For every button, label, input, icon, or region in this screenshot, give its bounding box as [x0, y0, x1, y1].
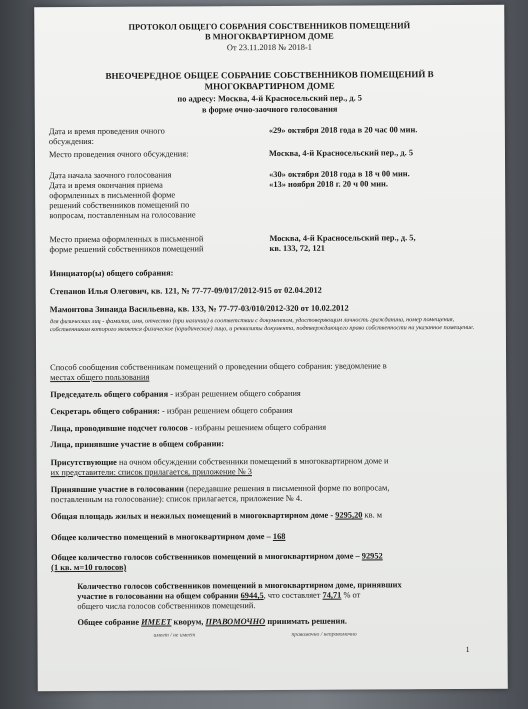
area-value: 9295,20: [335, 510, 363, 520]
info-label-inperson-date: Дата и время проведения очного: [48, 126, 165, 137]
validity-hint: правомочно / неправомочно: [291, 631, 357, 638]
protocol-date-number: От 23.11.2018 № 2018-1: [226, 42, 312, 53]
voted-line-cont: поставленным на голосование): список прилагается, приложение № 4.: [50, 493, 303, 505]
info-label-voting-end: Дата и время окончания приема: [49, 180, 163, 191]
votes-value: 92952: [361, 551, 383, 561]
counters-label: Лица, проводившие подсчет голосов: [50, 423, 188, 434]
participation-mid: , что составляет: [263, 590, 323, 601]
participation-end: % от: [341, 590, 361, 600]
final-quorum: ИМЕЕТ: [141, 617, 172, 627]
protocol-title: ПРОТОКОЛ ОБЩЕГО СОБРАНИЯ СОБСТВЕННИКОВ ПОМЕЩЕНИЙ: [128, 21, 411, 32]
final-mid: кворум,: [171, 617, 206, 627]
initiators-footnote: для физических лиц - фамилия, имя, отчество (при наличии) в соответствии с документом, удостоверяющим личность гражданина, номер помещения, собственником которого является физическое (юридическое) лицо, и реквизиты документа, подтверждающего право собственности на указанное помещение.: [49, 316, 475, 333]
meeting-title: ВНЕОЧЕРЕДНОЕ ОБЩЕЕ СОБРАНИЕ СОБСТВЕННИКОВ ПОМЕЩЕНИЙ В: [105, 69, 434, 81]
notice-method-cont: местах общего пользования: [50, 372, 150, 383]
participation-line-3: общего числа голосов собственников помещений.: [77, 601, 256, 612]
participation-label: участие в голосовании на общем собрании: [77, 591, 241, 602]
present-line-cont: их представители: список прилагается, приложение № 3: [50, 467, 252, 478]
voted-label: Принявшие участие в голосовании: [50, 484, 184, 495]
info-label-inperson-place: Место проведения очного обсуждения:: [48, 149, 189, 160]
protocol-title-line2: В МНОГОКВАРТИРНОМ ДОМЕ: [205, 31, 334, 42]
final-end: принимать решения.: [265, 616, 347, 627]
participation-votes: 6944,5: [240, 591, 264, 601]
voted-value: (передавшие решения в письменной форме по вопросам,: [183, 483, 390, 494]
secretary-value: - избран решением общего собрания: [159, 405, 293, 416]
votes-label: Общее количество голосов собственников помещений в многоквартирном доме –: [51, 551, 362, 563]
info-value-collection-place-cont: кв. 133, 72, 121: [269, 243, 325, 254]
info-label-voting-end-cont3: вопросам, поставленным на голосование: [49, 210, 196, 221]
participation-line: Количество голосов собственников помещений в многоквартирном доме, принявших: [77, 580, 402, 592]
info-value-voting-end: «13» ноября 2018 г. 20 ч 00 мин.: [269, 179, 388, 190]
final-valid: ПРАВОМОЧНО: [205, 617, 266, 627]
area-unit: кв. м: [362, 510, 383, 520]
area-line: [51, 510, 382, 522]
initiator-2: Мамонтова Зинаида Васильевна, кв. 133, № 77-77-03/010/2012-320 от 10.02.2012: [49, 303, 349, 315]
info-value-inperson-date: «29» октября 2018 года в 20 час 00 мин.: [268, 125, 418, 136]
quorum-hint: имеет / не имеет: [153, 632, 196, 639]
secretary-line: [50, 406, 292, 417]
notice-method: Способ сообщения собственникам помещений о проведении общего собрания: уведомление в: [50, 361, 387, 373]
initiators-heading: Инициатор(ы) общего собрания:: [49, 268, 174, 279]
meeting-title-line2: МНОГОКВАРТИРНОМ ДОМЕ: [204, 80, 335, 92]
info-label-voting-end-cont2: решений собственников помещений по: [49, 200, 190, 211]
info-label-inperson-date-cont: обсуждения:: [48, 136, 94, 147]
votes-line: [51, 551, 383, 563]
info-label-collection-place-cont: форме решений собственников помещений: [49, 244, 204, 255]
info-value-inperson-place: Москва, 4-й Красносельский пер., д. 5: [268, 148, 414, 159]
counters-value: - избраны решением общего собрания: [187, 422, 327, 433]
info-label-voting-end-cont1: оформленных в письменной форме: [49, 190, 176, 201]
document-page: [34, 5, 508, 691]
votes-note: (1 кв. м=10 голосов): [51, 562, 127, 573]
rooms-line: [51, 532, 286, 543]
info-value-collection-place: Москва, 4-й Красносельский пер., д. 5,: [269, 233, 416, 244]
info-value-voting-start: «30» октября 2018 года в 18 ч 00 мин.: [269, 169, 410, 180]
participants-heading: Лица, принявшие участие в общем собрании:: [50, 439, 225, 450]
meeting-address: по адресу: Москва, 4-й Красносельский пер., д. 5: [177, 93, 363, 104]
page-number: 1: [465, 644, 470, 654]
secretary-label: Секретарь общего собрания:: [50, 406, 160, 417]
final-decision-line: [77, 617, 347, 628]
rooms-label: Общее количество помещений в многоквартирном доме –: [50, 531, 273, 543]
info-label-collection-place: Место приема оформленных в письменной: [49, 234, 204, 245]
participation-percent: 74,71: [322, 590, 342, 600]
final-label: Общее собрание: [77, 617, 142, 628]
info-label-voting-start: Дата начала заочного голосования: [49, 170, 172, 181]
initiator-1: Степанов Илья Олегович, кв. 121, № 77-77-09/017/2012-915 от 02.04.2012: [49, 285, 322, 297]
meeting-form: в форме очно-заочного голосования: [202, 104, 338, 115]
rooms-value: 168: [272, 531, 286, 541]
chair-value: - избран решением общего собрания: [168, 388, 301, 399]
present-label: Присутствующие: [50, 457, 117, 468]
chair-label: Председатель общего собрания: [50, 389, 169, 400]
chair-line: [50, 389, 301, 400]
area-label: Общая площадь жилых и нежилых помещений в многоквартирном доме -: [50, 510, 336, 522]
counters-line: [50, 423, 326, 434]
present-value: на очном обсуждении собственники помещений в многоквартирном доме и: [116, 456, 389, 467]
